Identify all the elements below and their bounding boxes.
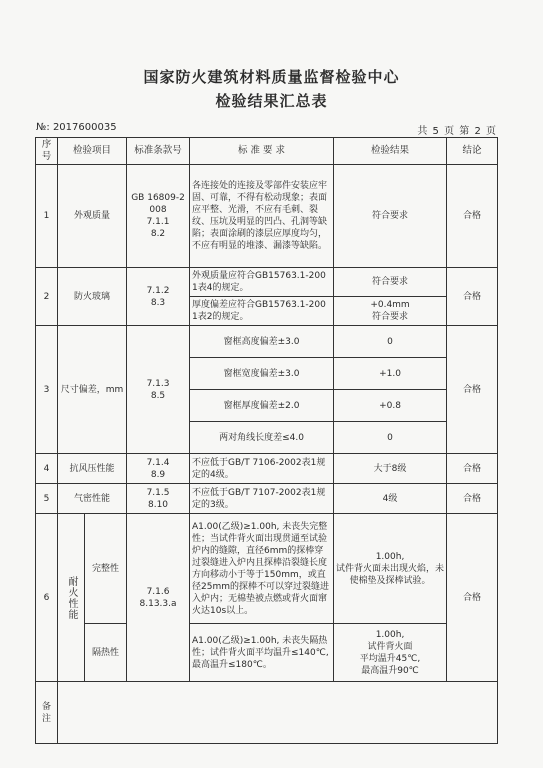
document-number: №: 2017600035 (36, 122, 117, 133)
cell-result: 4级 (334, 484, 447, 514)
result-line: 试件背火面 (367, 641, 413, 652)
table-row (36, 268, 498, 297)
result-line: 1.00h, (375, 551, 405, 562)
cell-clause (127, 165, 190, 268)
clause-line: 7.1.3 (146, 378, 170, 389)
clause-line: GB 16809-2008 (131, 193, 185, 215)
cell-conclusion: 合格 (447, 165, 498, 268)
cell-item (58, 514, 85, 682)
cell-item: 防火玻璃 (58, 268, 127, 326)
result-line: 符合要求 (372, 312, 409, 322)
clause-line: 7.1.6 (146, 586, 170, 597)
cell-result (334, 514, 447, 624)
cell-result: 符合要求 (334, 268, 447, 297)
document-title: 国家防火建筑材料质量监督检验中心 (143, 68, 400, 86)
col-header-result: 检验结果 (334, 138, 447, 165)
cell-requirement: 两对角线长度差≤4.0 (190, 422, 334, 454)
cell-no: 6 (36, 514, 58, 682)
clause-line: 8.13.3.a (139, 598, 177, 609)
page-info: 共 5 页 第 2 页 (417, 126, 497, 137)
cell-requirement: 窗框宽度偏差±3.0 (190, 358, 334, 390)
remark-value (58, 682, 498, 744)
clause-line: 7.1.1 (146, 217, 170, 227)
cell-conclusion: 合格 (447, 268, 498, 326)
document-subtitle: 检验结果汇总表 (215, 92, 328, 110)
table-row (36, 165, 498, 268)
clause-line: 8.2 (150, 229, 166, 239)
col-header-conclusion: 结论 (447, 138, 498, 165)
cell-no: 3 (36, 326, 58, 454)
cell-conclusion: 合格 (447, 514, 498, 682)
cell-subitem: 完整性 (85, 514, 127, 624)
cell-item: 气密性能 (58, 484, 127, 514)
remark-label: 备注 (36, 682, 58, 744)
cell-requirement: 窗框厚度偏差±2.0 (190, 390, 334, 422)
cell-result (334, 624, 447, 682)
clause-line: 7.1.4 (146, 457, 170, 468)
cell-conclusion: 合格 (447, 326, 498, 454)
cell-no: 2 (36, 268, 58, 326)
cell-clause (127, 454, 190, 484)
cell-result: 符合要求 (334, 165, 447, 268)
cell-clause (127, 484, 190, 514)
cell-no: 5 (36, 484, 58, 514)
table-header-row (36, 138, 498, 165)
clause-line: 8.10 (147, 499, 169, 510)
results-table (35, 137, 498, 744)
result-line: 试件背火面未出现火焰，未使棉垫及探棒试验。 (336, 563, 445, 586)
cell-clause (127, 514, 190, 682)
clause-line: 7.1.2 (146, 285, 170, 296)
result-line: 1.00h, (375, 629, 405, 640)
cell-item: 尺寸偏差，mm (58, 326, 127, 454)
cell-requirement: 不应低于GB/T 7107-2002表1规定的3级。 (190, 484, 334, 514)
cell-clause (127, 326, 190, 454)
cell-result: 大于8级 (334, 454, 447, 484)
cell-result: +0.8 (334, 390, 447, 422)
cell-requirement: A1.00(乙级)≥1.00h, 未丧失完整性；当试件背火面出现贯通至试验炉内的缝隙，直径6mm的探棒穿过裂缝进入炉内且探棒沿裂缝长度方向移动小于等于150mm，或直径25mm的探棒不可以穿过裂缝进入炉内；无棉垫被点燃或背火面窜火达10s以上。 (190, 514, 334, 624)
cell-requirement: 各连接处的连接及零部件安装应牢固、可靠，不得有松动现象；表面应平整、光滑，不应有毛刺、裂纹、压坑及明显的凹凸、孔洞等缺陷；表面涂刷的漆层应厚度均匀，不应有明显的堆漆、漏漆等缺陷。 (190, 165, 334, 268)
cell-requirement: 厚度偏差应符合GB15763.1-2001表2的规定。 (190, 297, 334, 326)
clause-line: 8.9 (150, 469, 166, 480)
table-row (36, 624, 498, 682)
clause-line: 8.3 (150, 297, 166, 308)
fire-resistance-label: 耐火性能 (66, 575, 77, 620)
col-header-item: 检验项目 (58, 138, 127, 165)
cell-requirement: 不应低于GB/T 7106-2002表1规定的4级。 (190, 454, 334, 484)
cell-conclusion: 合格 (447, 454, 498, 484)
result-line: 最高温升90℃ (361, 665, 419, 676)
cell-conclusion: 合格 (447, 484, 498, 514)
cell-requirement: 外观质量应符合GB15763.1-2001表4的规定。 (190, 268, 334, 297)
table-row (36, 454, 498, 484)
cell-result: 0 (334, 326, 447, 358)
table-row (36, 484, 498, 514)
cell-clause (127, 268, 190, 326)
cell-item: 外观质量 (58, 165, 127, 268)
table-row (36, 326, 498, 358)
cell-result: +1.0 (334, 358, 447, 390)
cell-result (334, 297, 447, 326)
col-header-no: 序号 (36, 138, 58, 165)
clause-line: 8.5 (150, 390, 166, 401)
table-row (36, 514, 498, 624)
col-header-clause: 标准条款号 (127, 138, 190, 165)
result-line: +0.4mm (370, 300, 410, 310)
cell-requirement: 窗框高度偏差±3.0 (190, 326, 334, 358)
cell-requirement: A1.00(乙级)≥1.00h, 未丧失隔热性；试件背火面平均温升≤140℃, 最高温升≤180℃。 (190, 624, 334, 682)
remark-row (36, 682, 498, 744)
col-header-requirement: 标 准 要 求 (190, 138, 334, 165)
clause-line: 7.1.5 (146, 487, 170, 498)
result-line: 平均温升45℃, (359, 653, 421, 664)
cell-no: 4 (36, 454, 58, 484)
cell-subitem: 隔热性 (85, 624, 127, 682)
cell-result: 0 (334, 422, 447, 454)
cell-no: 1 (36, 165, 58, 268)
cell-item: 抗风压性能 (58, 454, 127, 484)
